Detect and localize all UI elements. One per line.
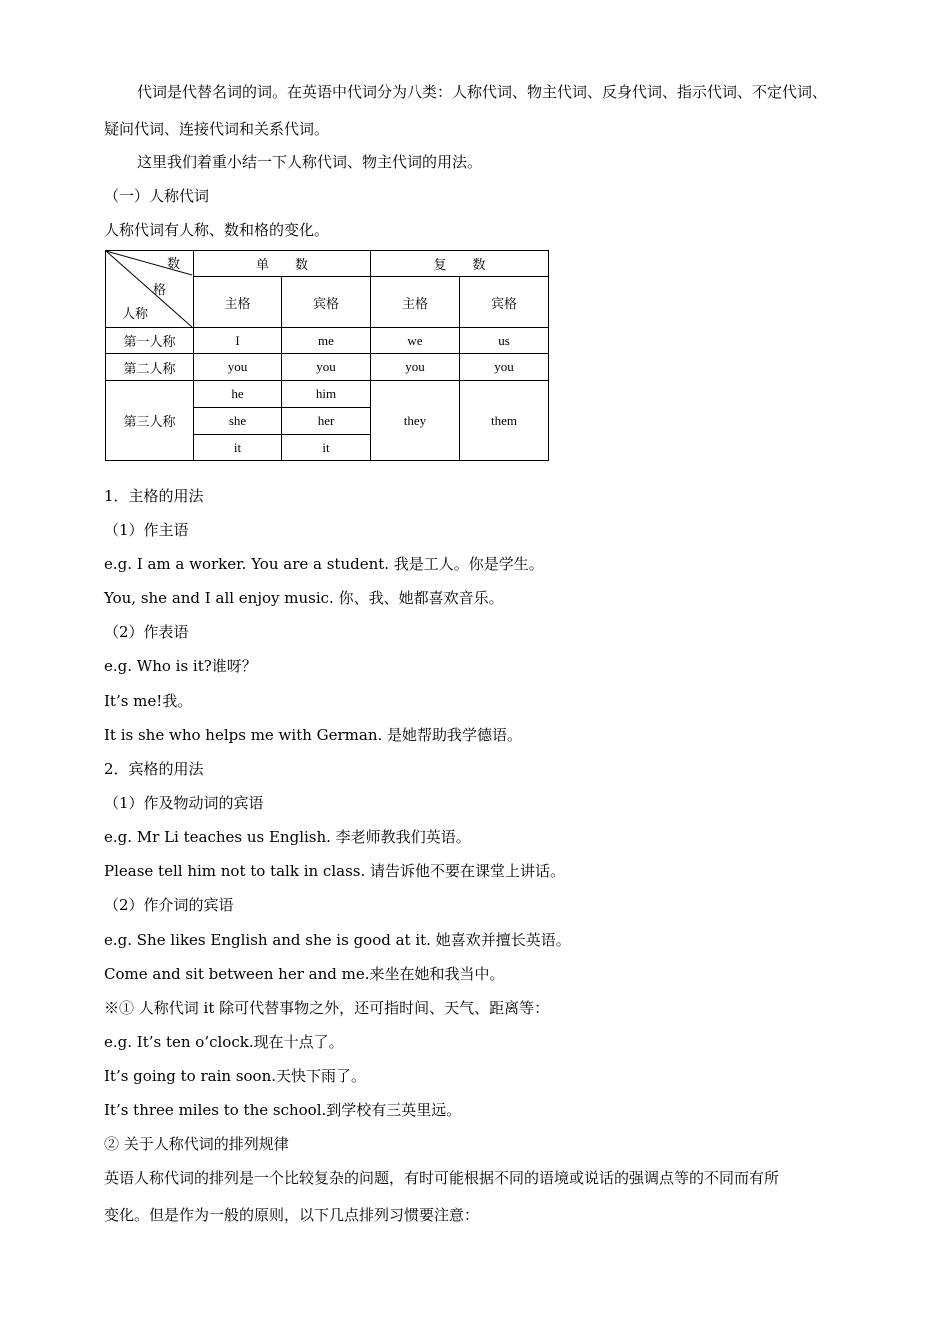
- cell: it: [282, 435, 371, 461]
- body-line: 2．宾格的用法: [104, 760, 204, 778]
- cell: he: [194, 381, 282, 408]
- cell: him: [282, 381, 371, 408]
- row-label-third-person: 第三人称: [106, 381, 194, 461]
- body-line: Come and sit between her and me.来坐在她和我当中。: [104, 965, 505, 983]
- header-singular-objective: 宾格: [282, 277, 371, 328]
- body-line: e.g. She likes English and she is good at it. 她喜欢并擅长英语。: [104, 931, 571, 949]
- corner-label-case: 格: [152, 283, 166, 298]
- cell: she: [194, 408, 282, 435]
- cell: you: [460, 354, 549, 381]
- body-line: （1）作主语: [104, 521, 189, 539]
- cell: it: [194, 435, 282, 461]
- header-plural-objective: 宾格: [460, 277, 549, 328]
- closing-paragraph-line-2: 变化。但是作为一般的原则，以下几点排列习惯要注意：: [104, 1206, 480, 1224]
- body-line: e.g. Who is it?谁呀？: [104, 657, 257, 675]
- body-line: ② 关于人称代词的排列规律: [104, 1135, 289, 1153]
- section-description: 人称代词有人称、数和格的变化。: [104, 221, 330, 239]
- cell: you: [194, 354, 282, 381]
- cell: they: [371, 381, 460, 461]
- body-line: e.g. Mr Li teaches us English. 李老师教我们英语。: [104, 828, 471, 846]
- cell: you: [371, 354, 460, 381]
- personal-pronoun-table: [105, 250, 549, 461]
- body-line: 1．主格的用法: [104, 487, 204, 505]
- cell: I: [194, 328, 282, 354]
- cell: me: [282, 328, 371, 354]
- corner-label-number: 数: [166, 257, 180, 272]
- table-corner-cell: [106, 251, 194, 328]
- cell: us: [460, 328, 549, 354]
- body-line: Please tell him not to talk in class. 请告诉他不要在课堂上讲话。: [104, 862, 566, 880]
- body-line: （1）作及物动词的宾语: [104, 794, 264, 812]
- body-line: （2）作表语: [104, 623, 189, 641]
- cell: her: [282, 408, 371, 435]
- header-singular-nominative: 主格: [194, 277, 282, 328]
- table-row: [106, 381, 549, 408]
- header-singular: 单 数: [194, 251, 371, 277]
- body-line: You, she and I all enjoy music. 你、我、她都喜欢音乐。: [104, 589, 504, 607]
- header-plural: 复 数: [371, 251, 549, 277]
- body-line: e.g. I am a worker. You are a student. 我是工人。你是学生。: [104, 555, 544, 573]
- body-line: It’s going to rain soon.天快下雨了。: [104, 1067, 367, 1085]
- header-plural-nominative: 主格: [371, 277, 460, 328]
- body-line: It’s three miles to the school.到学校有三英里远。: [104, 1101, 462, 1119]
- body-line: ※① 人称代词 it 除可代替事物之外，还可指时间、天气、距离等：: [104, 999, 550, 1017]
- table-row: [106, 328, 549, 354]
- closing-paragraph-line-1: 英语人称代词的排列是一个比较复杂的问题，有时可能根据不同的语境或说话的强调点等的不同而有所: [104, 1169, 780, 1187]
- body-line: e.g. It’s ten o’clock.现在十点了。: [104, 1033, 344, 1051]
- cell: we: [371, 328, 460, 354]
- table-row: [106, 354, 549, 381]
- cell: you: [282, 354, 371, 381]
- intro-paragraph-line-2: 疑问代词、连接代词和关系代词。: [104, 120, 330, 138]
- row-label-first-person: 第一人称: [106, 328, 194, 354]
- intro-paragraph-line-1: 代词是代替名词的词。在英语中代词分为八类：人称代词、物主代词、反身代词、指示代词、不定代词、: [137, 83, 828, 101]
- row-label-second-person: 第二人称: [106, 354, 194, 381]
- body-line: It’s me!我。: [104, 692, 193, 710]
- body-line: （2）作介词的宾语: [104, 896, 234, 914]
- corner-label-person: 人称: [122, 307, 149, 322]
- intro-paragraph-2: 这里我们着重小结一下人称代词、物主代词的用法。: [137, 153, 483, 171]
- body-line: It is she who helps me with German. 是她帮助我学德语。: [104, 726, 523, 744]
- section-heading-personal-pronouns: （一）人称代词: [104, 187, 210, 205]
- cell: them: [460, 381, 549, 461]
